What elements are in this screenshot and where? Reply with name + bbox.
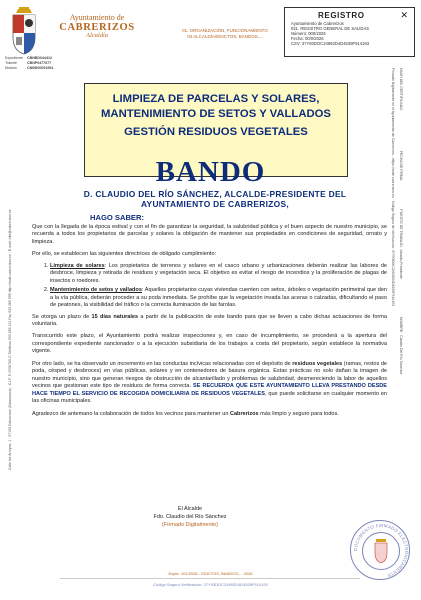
verification-code-sidebar: Firmado Digitalmente en el Ayuntamiento de Cabrerizos - https://sede.cabrerizos.es · Código Seguro de Verificación: 37Y93DOC24692D4D4539F914193 <box>391 68 395 307</box>
registry-title: REGISTRO <box>318 11 365 20</box>
paragraph: Transcurrido este plazo, el Ayuntamiento podrá realizar inspecciones y, en caso de incumplimiento, se procederá a la apertura del correspondiente expediente sancionador o a la ejecución subsidiaria de los trabajos a costa del propietario, según establece la normativa vigente. <box>32 333 387 355</box>
registry-stamp <box>284 7 415 57</box>
expedient-meta <box>5 56 53 71</box>
document-heading: BANDO <box>155 156 266 188</box>
meta-row: Expediente CBNBD044412 <box>5 56 52 60</box>
list-item: 1. Limpieza de solares: Los propietarios de terrenos y solares en el casco urbano y urbanizaciones deberán realizar las labores de desbroce, limpieza y retirada de residuos y vegetación seca. El objetivo es evitar el riesgo de incendios y la proliferación de plagas de insectos o roedores. <box>50 263 387 285</box>
org-line1: Ayuntamiento de <box>69 13 125 22</box>
signature-block <box>100 505 280 529</box>
organizational-unit: 01. ORGANIZACIÓN, FUNCIONAMIENTO 04 ALCALDÍA/EDICTOS, BANDOS,... <box>182 28 268 39</box>
authority-line: D. CLAUDIO DEL RÍO SÁNCHEZ, ALCALDE-PRESIDENTE DEL AYUNTAMIENTO DE CABRERIZOS, <box>83 189 347 209</box>
title-line1: LIMPIEZA DE PARCELAS Y SOLARES, <box>112 93 320 105</box>
address-sidebar: Calle los Arroyos, 1 · 37193 Cabrerizos (Salamanca) · C.I.F. P-3706700-C Teléfono 923 289 101 Fax 923 289 595 http://sede.cabrerizos.es · E-mail: info@cabrerizos.es <box>8 209 12 470</box>
stamp-text: DOCUMENTO FIRMADO ELECTRÓNICAMENTE <box>352 522 410 579</box>
meta-row: Módulo CNBD00091591 <box>5 66 54 70</box>
signer-role: El Alcalde <box>177 506 203 512</box>
registry-details: Ayuntamiento de Cabrerizos 021. REGISTRO GENERAL DE SALIDAS Número: 000/2026 Fecha: 00/0/2026 CSV: 37Y93DOC24692D4D4539F914193 <box>291 21 370 46</box>
municipal-crest-logo <box>10 7 38 55</box>
signer-name: Fdo. Claudio del Río Sánchez <box>153 514 227 520</box>
footer-divider <box>60 578 360 579</box>
meta-row: Trámite CBNP0477077 <box>5 61 52 65</box>
signature-metadata-sidebar: HASH DEL CERTIFICADO: FECHA DE FIRMA: PUESTO DE TRABAJO: Alcalde-Presidente NOMBRE: Claudio Del Río Sánchez <box>399 68 403 375</box>
org-line2: CABRERIZOS <box>59 22 135 34</box>
title-line3: GESTIÓN RESIDUOS VEGETALES <box>124 126 308 138</box>
paragraph: Por ello, se establecen las siguientes directrices de obligado cumplimiento: <box>32 251 217 258</box>
title-line2: MANTENIMIENTO DE SETOS Y VALLADOS <box>101 107 331 120</box>
organization-name <box>47 14 147 40</box>
paragraph: Que con la llegada de la época estival y con el fin de garantizar la seguridad, la salubridad pública y el buen aspecto de nuestro municipio, se recuerda a todos los propietarios de parcelas y solares la obligación de mantener sus propiedades en condiciones de seguridad, ornato y limpieza. <box>32 224 387 245</box>
footer-csv: Código Seguro Verificación: 37Y93DOC24692D4D4539F914193 <box>153 582 268 587</box>
hago-saber-heading: HAGO SABER: <box>90 213 145 222</box>
org-line3: Alcaldía <box>85 32 109 40</box>
paragraph: Agradezco de antemano la colaboración de todos los vecinos para mantener un Cabrerizos más limpio y seguro para todos. <box>32 410 339 417</box>
directives-list <box>32 263 387 310</box>
document-body <box>32 224 387 418</box>
signature-note: (Firmado Digitalmente) <box>162 522 218 528</box>
cross-mark-icon: ✕ <box>400 10 408 20</box>
footer-expedient: Expte. 101/2026 - EDICTOS, BANDOS,... 2026 <box>168 571 253 576</box>
paragraph: Por otro lado, se ha observado un incremento en las conductas incívicas relacionadas con el depósito de residuos vegetales (ramas, restos de poda, césped y desbroces) en vías públicas, solares y en contenedores de basura orgánica. Estas prácticas no solo dañan la imagen de nuestro municipio, sino que generan riesgos de obstrucción de alcantarillado y problemas de salubridad, desmereciendo la labor de aquellos vecinos que gestionan este tipo de residuos de forma correcta. SE RECUERDA QUE ESTE AYUNTAMIENTO LLEVA PRESTANDO DESDE HACE TIEMPO EL SERVICIO DE RECOGIDA DOMICILIARIA DE RESIDUOS VEGETALES, que puede solicitarse en cualquier momento en las oficinas municipales. <box>32 360 388 405</box>
list-item: 2. Mantenimiento de setos y vallados: Aquellos propietarios cuyas viviendas cuenten con setos, árboles o vegetación perimetral que den a la vía pública, deberán proceder a su poda inmediata. Se prohíbe que la vegetación invada las aceras o calzadas, dificultando el paso de peatones, la visibilidad del tráfico o la correcta iluminación de las farolas. <box>50 287 387 309</box>
paragraph: Se otorga un plazo de 15 días naturales a partir de la publicación de este bando para que se lleven a cabo dichas actuaciones de forma voluntaria. <box>32 313 387 327</box>
